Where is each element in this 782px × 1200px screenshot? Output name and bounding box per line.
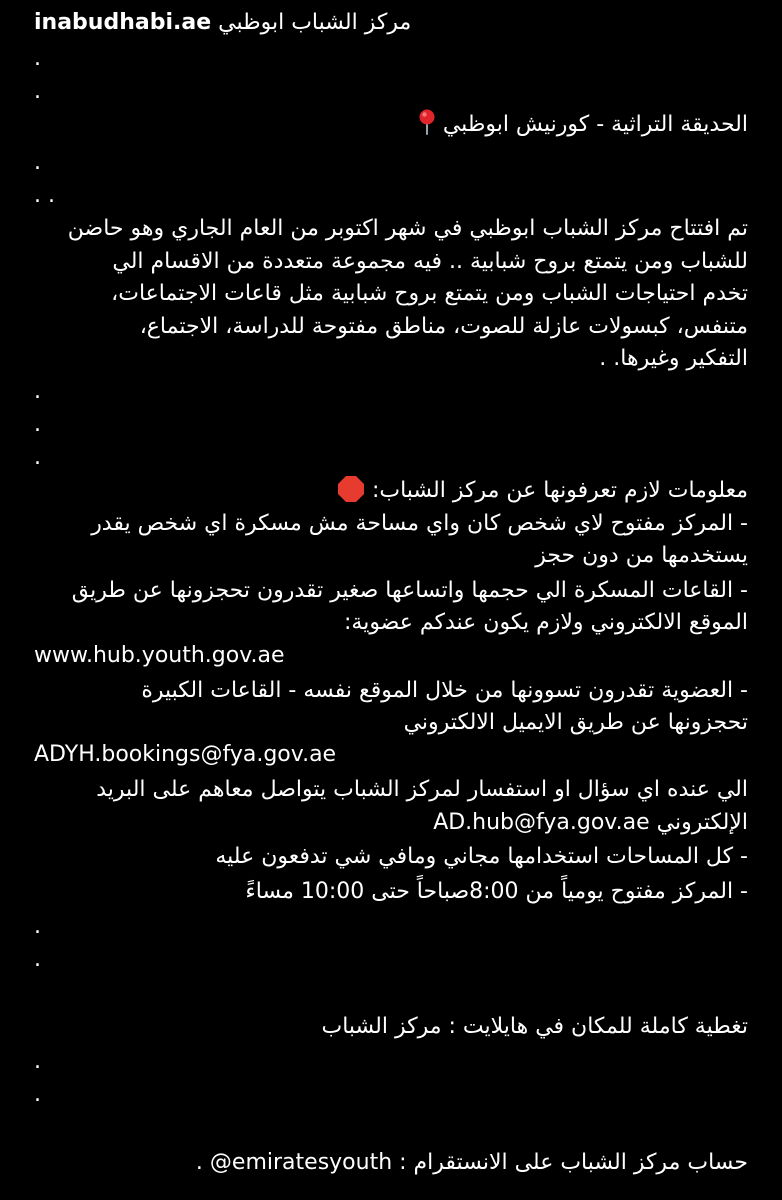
dot-separator: . [34,379,41,404]
intro-line: متنفس، كبسولات عازلة للصوت، مناطق مفتوحة للدراسة، الاجتماع، [139,314,748,339]
info-heading-line [34,474,748,507]
round-pushpin-icon [418,109,436,135]
dot-separator: . [34,445,41,470]
caption-title: مركز الشباب ابوظبي [218,10,412,35]
location-line [34,108,748,141]
intro-line: تم افتتاح مركز الشباب ابوظبي في شهر اكتوبر من العام الجاري وهو حاضن [67,216,748,241]
info-line: الي عنده اي سؤال او استفسار لمركز الشباب يتواصل معاهم على البريد [96,777,748,802]
info-line: الموقع الالكتروني ولازم يكون عندكم عضوية: [343,610,748,635]
dot-separator: . [34,412,41,437]
intro-line: تخدم احتياجات الشباب ومن يتمتع بروح شبابية مثل قاعات الاجتماعات، [111,281,748,306]
dot-separator: . [34,947,41,972]
dot-separator: . [34,1049,41,1074]
double-dot-separator: . . [34,183,55,208]
dot-separator: . [34,46,41,71]
location-text: الحديقة التراثية - كورنيش ابوظبي [442,112,748,137]
dot-separator: . [34,150,41,175]
dot-separator: . [34,79,41,104]
stop-sign-icon [337,475,365,503]
coverage-line: تغطية كاملة للمكان في هايلايت : مركز الشباب [321,1014,748,1039]
info-line: يستخدمها من دون حجز [535,543,748,568]
caption-header [34,6,748,39]
dot-separator: . [34,1082,41,1107]
info-line: - المركز مفتوح لاي شخص كان واي مساحة مش مسكرة اي شخص يقدر [91,511,748,536]
intro-line: التفكير وغيرها. . [599,346,748,371]
dot-separator: . [34,914,41,939]
info-line: - العضوية تقدرون تسوونها من خلال الموقع نفسه - القاعات الكبيرة [141,678,748,703]
website-link[interactable]: www.hub.youth.gov.ae [34,643,285,668]
contact-email-line: الإلكتروني AD.hub@fya.gov.ae [433,810,748,835]
instagram-handle-line: حساب مركز الشباب على الانستقرام : emiratesyouth@ . [195,1150,748,1175]
info-line: - كل المساحات استخدامها مجاني ومافي شي تدفعون عليه [215,844,748,869]
opening-hours-line: - المركز مفتوح يومياً من 8:00صباحاً حتى 10:00 مساءً [245,879,748,904]
info-line: - القاعات المسكرة الي حجمها واتساعها صغير تقدرون تحجزونها عن طريق [71,578,748,603]
bookings-email-link[interactable]: ADYH.bookings@fya.gov.ae [34,742,337,767]
info-line: تحجزونها عن طريق الايميل الالكتروني [403,710,748,735]
intro-line: للشباب ومن يتمتع بروح شبابية .. فيه مجموعة متعددة من الاقسام الي [112,249,748,274]
username-link[interactable]: inabudhabi.ae [34,10,212,35]
info-heading: معلومات لازم تعرفونها عن مركز الشباب: [371,478,748,503]
